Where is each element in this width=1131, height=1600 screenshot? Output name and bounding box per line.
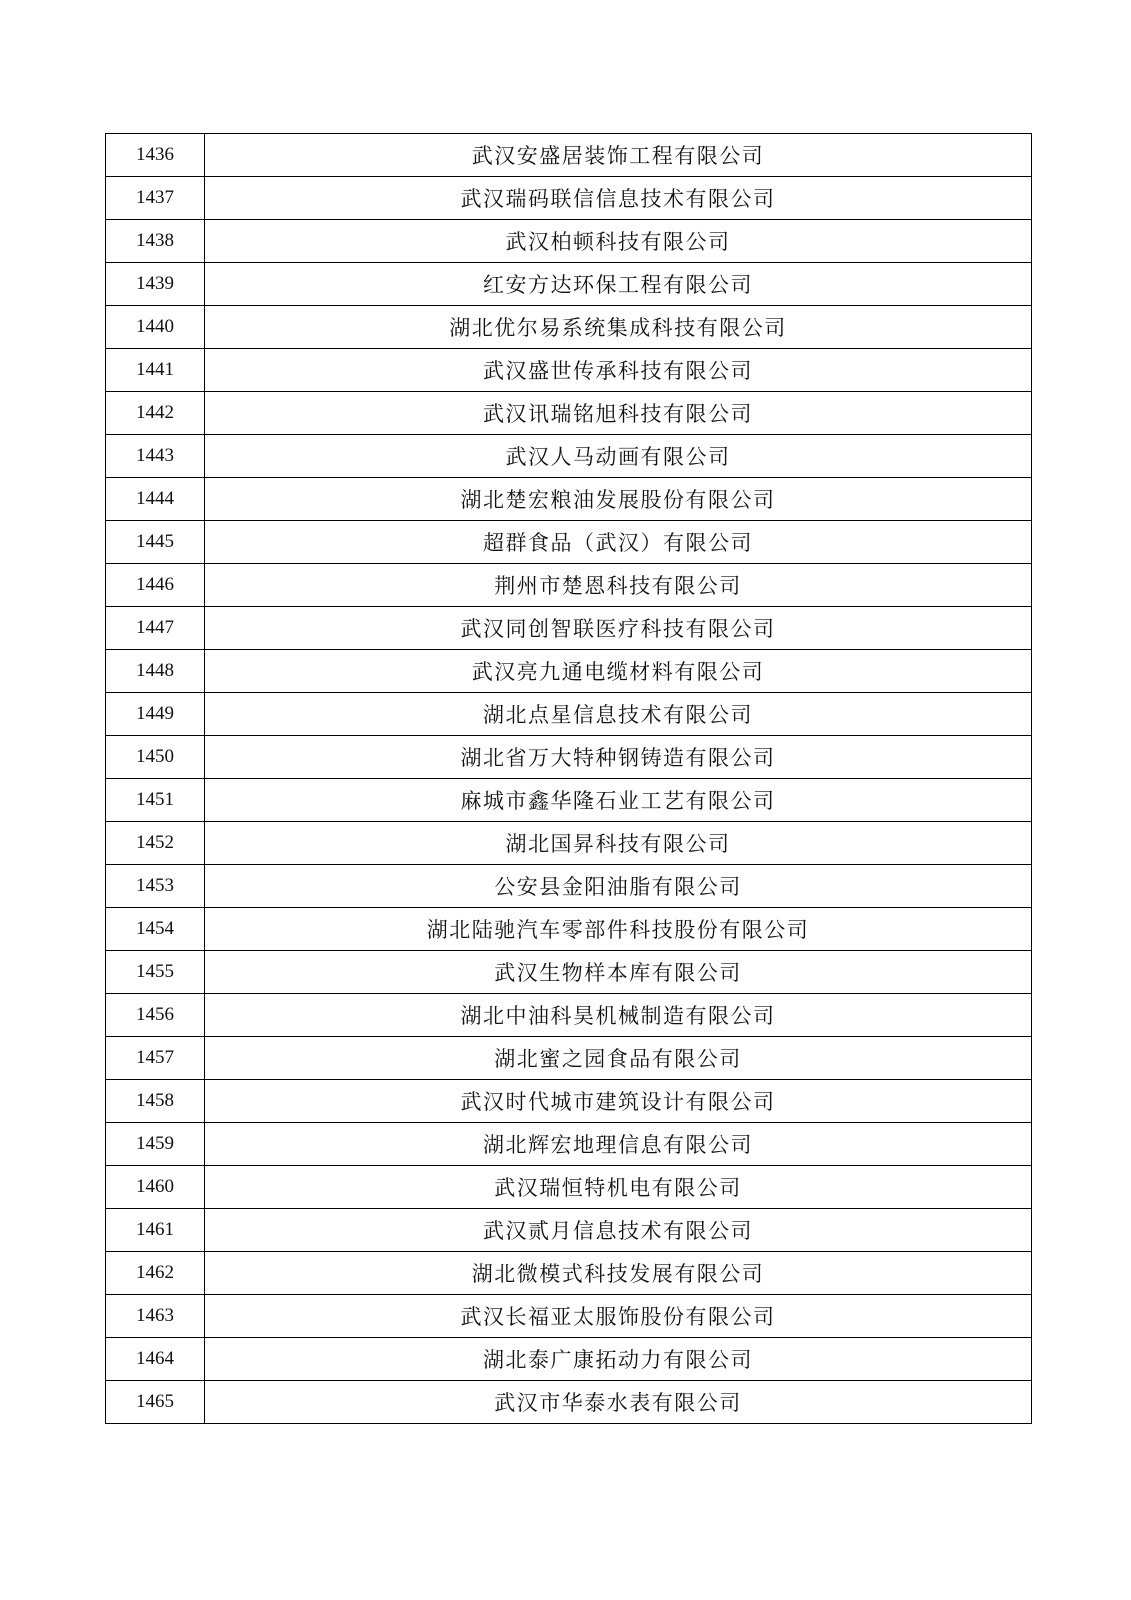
row-number: 1460	[106, 1166, 205, 1209]
company-name: 湖北陆驰汽车零部件科技股份有限公司	[205, 908, 1032, 951]
company-name: 武汉亮九通电缆材料有限公司	[205, 650, 1032, 693]
company-name: 武汉瑞码联信信息技术有限公司	[205, 177, 1032, 220]
company-name: 湖北国昇科技有限公司	[205, 822, 1032, 865]
company-name: 武汉安盛居装饰工程有限公司	[205, 134, 1032, 177]
row-number: 1457	[106, 1037, 205, 1080]
table-row	[106, 177, 1032, 220]
table-row	[106, 1037, 1032, 1080]
row-number: 1462	[106, 1252, 205, 1295]
table-row	[106, 1080, 1032, 1123]
row-number: 1465	[106, 1381, 205, 1424]
table-row	[106, 994, 1032, 1037]
table-row	[106, 650, 1032, 693]
row-number: 1456	[106, 994, 205, 1037]
row-number: 1459	[106, 1123, 205, 1166]
row-number: 1443	[106, 435, 205, 478]
company-name: 湖北楚宏粮油发展股份有限公司	[205, 478, 1032, 521]
row-number: 1444	[106, 478, 205, 521]
table-row	[106, 220, 1032, 263]
company-name: 武汉生物样本库有限公司	[205, 951, 1032, 994]
table-row	[106, 349, 1032, 392]
company-name: 武汉同创智联医疗科技有限公司	[205, 607, 1032, 650]
row-number: 1451	[106, 779, 205, 822]
table-row	[106, 134, 1032, 177]
company-name: 湖北省万大特种钢铸造有限公司	[205, 736, 1032, 779]
table-row	[106, 478, 1032, 521]
row-number: 1464	[106, 1338, 205, 1381]
row-number: 1447	[106, 607, 205, 650]
company-name: 武汉时代城市建筑设计有限公司	[205, 1080, 1032, 1123]
row-number: 1439	[106, 263, 205, 306]
row-number: 1445	[106, 521, 205, 564]
row-number: 1437	[106, 177, 205, 220]
row-number: 1461	[106, 1209, 205, 1252]
table-row	[106, 1166, 1032, 1209]
table-row	[106, 1295, 1032, 1338]
table-row	[106, 1252, 1032, 1295]
row-number: 1455	[106, 951, 205, 994]
row-number: 1436	[106, 134, 205, 177]
company-name: 湖北泰广康拓动力有限公司	[205, 1338, 1032, 1381]
row-number: 1453	[106, 865, 205, 908]
table-row	[106, 1338, 1032, 1381]
row-number: 1446	[106, 564, 205, 607]
row-number: 1452	[106, 822, 205, 865]
table-row	[106, 392, 1032, 435]
row-number: 1440	[106, 306, 205, 349]
company-name: 武汉讯瑞铭旭科技有限公司	[205, 392, 1032, 435]
row-number: 1441	[106, 349, 205, 392]
company-list-table	[105, 133, 1032, 1424]
company-name: 武汉长福亚太服饰股份有限公司	[205, 1295, 1032, 1338]
company-name: 武汉贰月信息技术有限公司	[205, 1209, 1032, 1252]
row-number: 1442	[106, 392, 205, 435]
table-row	[106, 736, 1032, 779]
company-name: 武汉柏顿科技有限公司	[205, 220, 1032, 263]
table-row	[106, 908, 1032, 951]
company-name: 湖北辉宏地理信息有限公司	[205, 1123, 1032, 1166]
company-name: 麻城市鑫华隆石业工艺有限公司	[205, 779, 1032, 822]
table-row	[106, 1381, 1032, 1424]
row-number: 1449	[106, 693, 205, 736]
table-row	[106, 263, 1032, 306]
company-name: 超群食品（武汉）有限公司	[205, 521, 1032, 564]
company-name: 荆州市楚恩科技有限公司	[205, 564, 1032, 607]
company-name: 武汉人马动画有限公司	[205, 435, 1032, 478]
table-row	[106, 865, 1032, 908]
table-row	[106, 693, 1032, 736]
company-name: 湖北中油科昊机械制造有限公司	[205, 994, 1032, 1037]
company-name: 武汉瑞恒特机电有限公司	[205, 1166, 1032, 1209]
table-row	[106, 1209, 1032, 1252]
table-row	[106, 564, 1032, 607]
table-row	[106, 779, 1032, 822]
table-row	[106, 822, 1032, 865]
company-name: 红安方达环保工程有限公司	[205, 263, 1032, 306]
table-row	[106, 951, 1032, 994]
company-name: 湖北蜜之园食品有限公司	[205, 1037, 1032, 1080]
company-name: 湖北优尔易系统集成科技有限公司	[205, 306, 1032, 349]
row-number: 1450	[106, 736, 205, 779]
table-row	[106, 435, 1032, 478]
table-row	[106, 607, 1032, 650]
row-number: 1454	[106, 908, 205, 951]
company-name: 武汉市华泰水表有限公司	[205, 1381, 1032, 1424]
table-row	[106, 1123, 1032, 1166]
row-number: 1438	[106, 220, 205, 263]
row-number: 1448	[106, 650, 205, 693]
company-name: 湖北微模式科技发展有限公司	[205, 1252, 1032, 1295]
company-name: 湖北点星信息技术有限公司	[205, 693, 1032, 736]
table-row	[106, 306, 1032, 349]
table-row	[106, 521, 1032, 564]
company-name: 公安县金阳油脂有限公司	[205, 865, 1032, 908]
row-number: 1458	[106, 1080, 205, 1123]
company-name: 武汉盛世传承科技有限公司	[205, 349, 1032, 392]
table-body	[106, 134, 1032, 1424]
row-number: 1463	[106, 1295, 205, 1338]
